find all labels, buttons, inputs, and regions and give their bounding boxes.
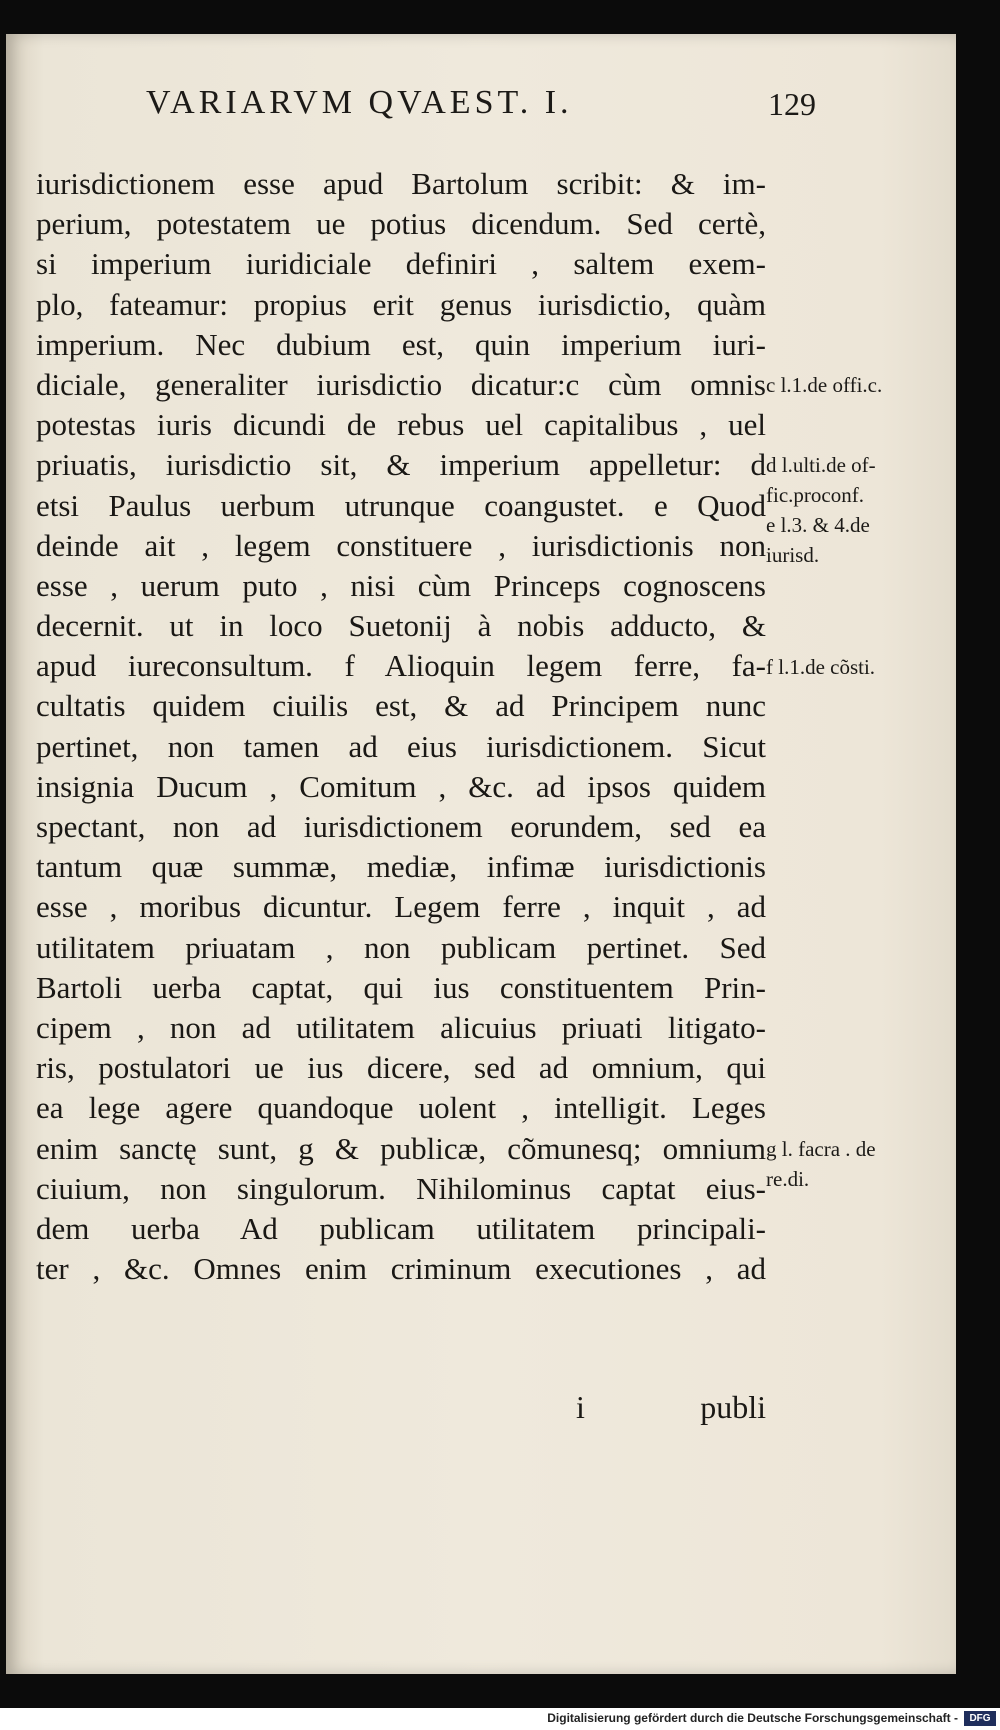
text-line: deinde ait , legem constituere , iurisdictionis non <box>36 527 766 563</box>
text-line: esse , moribus dicuntur. Legem ferre , inquit , ad <box>36 889 766 925</box>
text-line: enim sanctę sunt, g & publicæ, cõmunesq; omnium <box>36 1130 766 1166</box>
text-line: ris, postulatori ue ius dicere, sed ad omnium, qui <box>36 1050 766 1086</box>
marginal-note-c <box>766 370 941 400</box>
book-page <box>6 34 956 1674</box>
marginal-note-line: c l.1.de offi.c. <box>766 373 883 397</box>
text-line: decernit. ut in loco Suetonij à nobis adducto, & <box>36 608 766 644</box>
text-line: iurisdictionem esse apud Bartolum scribit: & im- <box>36 166 766 201</box>
text-line: pertinet, non tamen ad eius iurisdictionem. Sicut <box>36 728 766 764</box>
text-line: spectant, non ad iurisdictionem eorundem, sed ea <box>36 809 766 844</box>
marginal-note-d <box>766 450 941 510</box>
text-line: perium, potestatem ue potius dicendum. Sed certè, <box>36 206 766 242</box>
marginal-note-e <box>766 510 941 570</box>
marginal-note-line: d l.ulti.de of- <box>766 453 876 477</box>
running-title: VARIARVM QVAEST. I. <box>146 84 573 121</box>
text-line: tantum quæ summæ, mediæ, infimæ iurisdictionis <box>36 849 766 885</box>
catch-line <box>36 1389 766 1439</box>
page-header <box>146 84 816 144</box>
text-line: ea lege agere quandoque uolent , intelligit. Leges <box>36 1090 766 1126</box>
text-line: cipem , non ad utilitatem alicuius priuati litigato- <box>36 1009 766 1045</box>
marginal-note-line: e l.3. & 4.de <box>766 513 870 537</box>
text-line: Bartoli uerba captat, qui ius constituentem Prin- <box>36 969 766 1005</box>
text-line: apud iureconsultum. f Alioquin legem ferre, fa- <box>36 648 766 684</box>
marginal-note-line: re.di. <box>766 1167 810 1191</box>
text-line: plo, fateamur: propius erit genus iurisdictio, quàm <box>36 286 766 322</box>
footer-bar <box>0 1708 1000 1730</box>
page-number: 129 <box>768 86 816 122</box>
text-line: esse , uerum puto , nisi cùm Princeps cognoscens <box>36 567 766 603</box>
dfg-logo: DFG <box>964 1711 996 1726</box>
text-line: insignia Ducum , Comitum , &c. ad ipsos quidem <box>36 768 766 804</box>
signature-mark: i <box>576 1389 585 1425</box>
marginal-note-line: iurisd. <box>766 543 820 567</box>
text-line: cultatis quidem ciuilis est, & ad Principem nunc <box>36 688 766 724</box>
text-line: ciuium, non singulorum. Nihilominus captat eius- <box>36 1170 766 1206</box>
marginal-note-f <box>766 652 941 682</box>
text-line: utilitatem priuatam , non publicam pertinet. Sed <box>36 929 766 965</box>
marginal-note-line: fic.proconf. <box>766 483 864 507</box>
text-line: etsi Paulus uerbum utrunque coangustet. e Quod <box>36 487 766 523</box>
text-line: diciale, generaliter iurisdictio dicatur:c cùm omnis <box>36 366 766 402</box>
catchword: publi <box>700 1389 766 1425</box>
text-line: ter , &c. Omnes enim criminum executiones , ad <box>36 1251 766 1287</box>
text-line: imperium. Nec dubium est, quin imperium iuri- <box>36 326 766 362</box>
text-line: priuatis, iurisdictio sit, & imperium appelletur: d <box>36 447 766 483</box>
text-line: si imperium iuridiciale definiri , saltem exem- <box>36 246 766 282</box>
text-line: dem uerba Ad publicam utilitatem principali- <box>36 1210 766 1246</box>
text-line: potestas iuris dicundi de rebus uel capitalibus , uel <box>36 407 766 443</box>
body-text <box>36 164 766 1289</box>
marginal-note-line: f l.1.de cõsti. <box>766 655 876 679</box>
marginal-note-g <box>766 1134 941 1194</box>
marginal-note-line: g l. facra . de <box>766 1137 876 1161</box>
footer-credit: Digitalisierung gefördert durch die Deutsche Forschungsgemeinschaft - <box>547 1711 958 1725</box>
